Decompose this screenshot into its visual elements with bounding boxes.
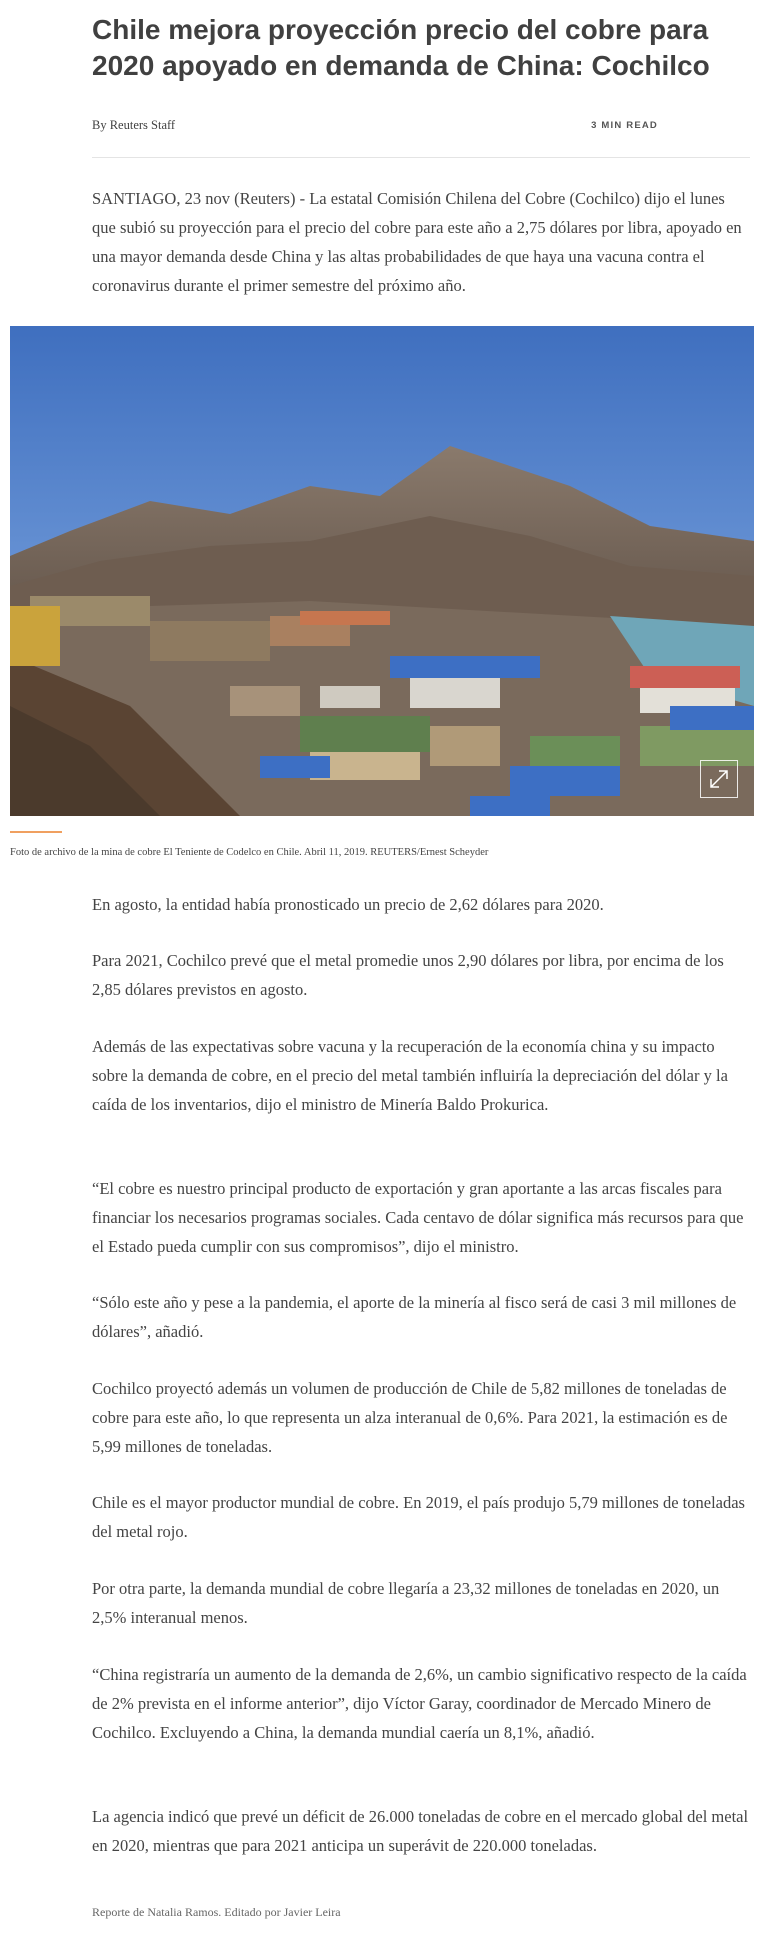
body-paragraph: Chile es el mayor productor mundial de cobre. En 2019, el país produjo 5,79 millones de toneladas del metal rojo. [92,1493,745,1541]
caption-accent-rule [10,831,62,833]
article-photo [10,326,754,816]
lead-paragraph: SANTIAGO, 23 nov (Reuters) - La estatal Comisión Chilena del Cobre (Cochilco) dijo el lunes que subió su proyección para el precio del cobre para este año a 2,75 dólares por libra, apoyado en una mayor demanda desde China y las altas probabilidades de que haya una vacuna contra el coronavirus durante el primer semestre del próximo año. [92,189,742,295]
article-headline: Chile mejora proyección precio del cobre para 2020 apoyado en demanda de China: Cochilco [92,14,710,81]
body-paragraph: Además de las expectativas sobre vacuna y la recuperación de la economía china y su impacto sobre la demanda de cobre, en el precio del metal también influiría la depreciación del dólar y la caída de los inventarios, dijo el ministro de Minería Baldo Prokurica. [92,1037,728,1114]
expand-icon [701,761,737,797]
header-divider [92,157,750,158]
photo-caption: Foto de archivo de la mina de cobre El Teniente de Codelco en Chile. Abril 11, 2019. REUTERS/Ernest Scheyder [10,847,489,858]
body-paragraph: Para 2021, Cochilco prevé que el metal promedie unos 2,90 dólares por libra, por encima de los 2,85 dólares previstos en agosto. [92,951,724,999]
body-paragraph: Por otra parte, la demanda mundial de cobre llegaría a 23,32 millones de toneladas en 2020, un 2,5% interanual menos. [92,1579,720,1627]
author-link[interactable]: Reuters Staff [109,118,176,132]
report-credit: Reporte de Natalia Ramos. Editado por Javier Leira [92,1905,341,1919]
body-paragraph: La agencia indicó que prevé un déficit de 26.000 toneladas de cobre en el mercado global del metal en 2020, mientras que para 2021 anticipa un superávit de 220.000 toneladas. [92,1807,749,1855]
body-paragraph: “China registraría un aumento de la demanda de 2,6%, un cambio significativo respecto de la caída de 2% prevista en el informe anterior”, dijo Víctor Garay, coordinador de Mercado Minero de Cochilco. Excluyendo a China, la demanda mundial caería un 8,1%, añadió. [92,1665,747,1742]
byline-prefix: By [92,118,107,132]
expand-photo-button[interactable] [700,760,738,798]
read-time-label: 3 MIN READ [591,120,658,131]
body-paragraph: En agosto, la entidad había pronosticado un precio de 2,62 dólares para 2020. [92,895,604,914]
body-paragraph: “Sólo este año y pese a la pandemia, el aporte de la minería al fisco será de casi 3 mil millones de dólares”, añadió. [92,1293,737,1341]
body-paragraph: Cochilco proyectó además un volumen de producción de Chile de 5,82 millones de toneladas de cobre para este año, lo que representa un alza interanual de 0,6%. Para 2021, la estimación es de 5,99 millones de toneladas. [92,1379,728,1456]
body-paragraph: “El cobre es nuestro principal producto de exportación y gran aportante a las arcas fiscales para financiar los necesarios programas sociales. Cada centavo de dólar significa más recursos para que el Estado pueda cumplir con sus compromisos”, dijo el ministro. [92,1179,744,1256]
